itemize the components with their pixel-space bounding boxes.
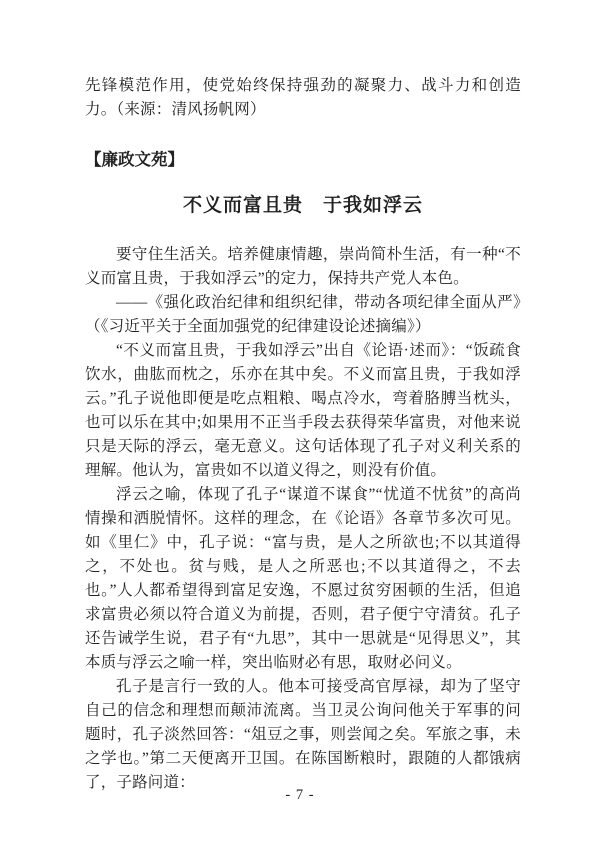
page-content <box>85 0 521 795</box>
paragraph: 浮云之喻，体现了孔子“谋道不谋食”“忧道不忧贫”的高尚情操和洒脱情怀。这样的理念，在《论语》各章节多次可见。如《里仁》中，孔子说：“富与贵，是人之所欲也;不以其道得之，不处也。贫与贱，是人之所恶也;不以其道得之，不去也。”人人都希望得到富足安逸，不愿过贫穷困顿的生活，但追求富贵必须以符合道义为前提，否则，君子便宁守清贫。孔子还告诫学生说，君子有“九思”，其中一思就是“见得思义”，其本质与浮云之喻一样，突出临财必有思，取财必问义。 <box>85 486 521 671</box>
paragraph-continuation: 先锋模范作用，使党始终保持强劲的凝聚力、战斗力和创造力。（来源：清风扬帆网） <box>85 77 521 118</box>
paragraph: 要守住生活关。培养健康情趣，崇尚简朴生活，有一种“不义而富且贵，于我如浮云”的定力，保持共产党人本色。 <box>85 246 521 287</box>
section-header: 【廉政文苑】 <box>85 150 184 169</box>
paragraph: ——《强化政治纪律和组织纪律，带动各项纪律全面从严》（《习近平关于全面加强党的纪律建设论述摘编》） <box>85 294 521 335</box>
paragraph: 孔子是言行一致的人。他本可接受高官厚禄，却为了坚守自己的信念和理想而颠沛流离。当卫灵公询问他关于军事的问题时，孔子淡然回答：“俎豆之事，则尝闻之矣。军旅之事，未之学也。”第二天便离开卫国。在陈国断粮时，跟随的人都饿病了，子路问道： <box>85 678 521 791</box>
article-title: 不义而富且贵 于我如浮云 <box>182 195 423 216</box>
page-number: - 7 - <box>285 787 315 803</box>
paragraph: “不义而富且贵，于我如浮云”出自《论语·述而》：“饭疏食饮水，曲肱而枕之，乐亦在其中矣。不义而富且贵，于我如浮云。”孔子说他即便是吃点粗粮、喝点冷水，弯着胳膊当枕头，也可以乐在其中;如果用不正当手段去获得荣华富贵，对他来说只是天际的浮云，毫无意义。这句话体现了孔子对义利关系的理解。他认为，富贵如不以道义得之，则没有价值。 <box>85 342 521 479</box>
article-body <box>85 243 521 795</box>
